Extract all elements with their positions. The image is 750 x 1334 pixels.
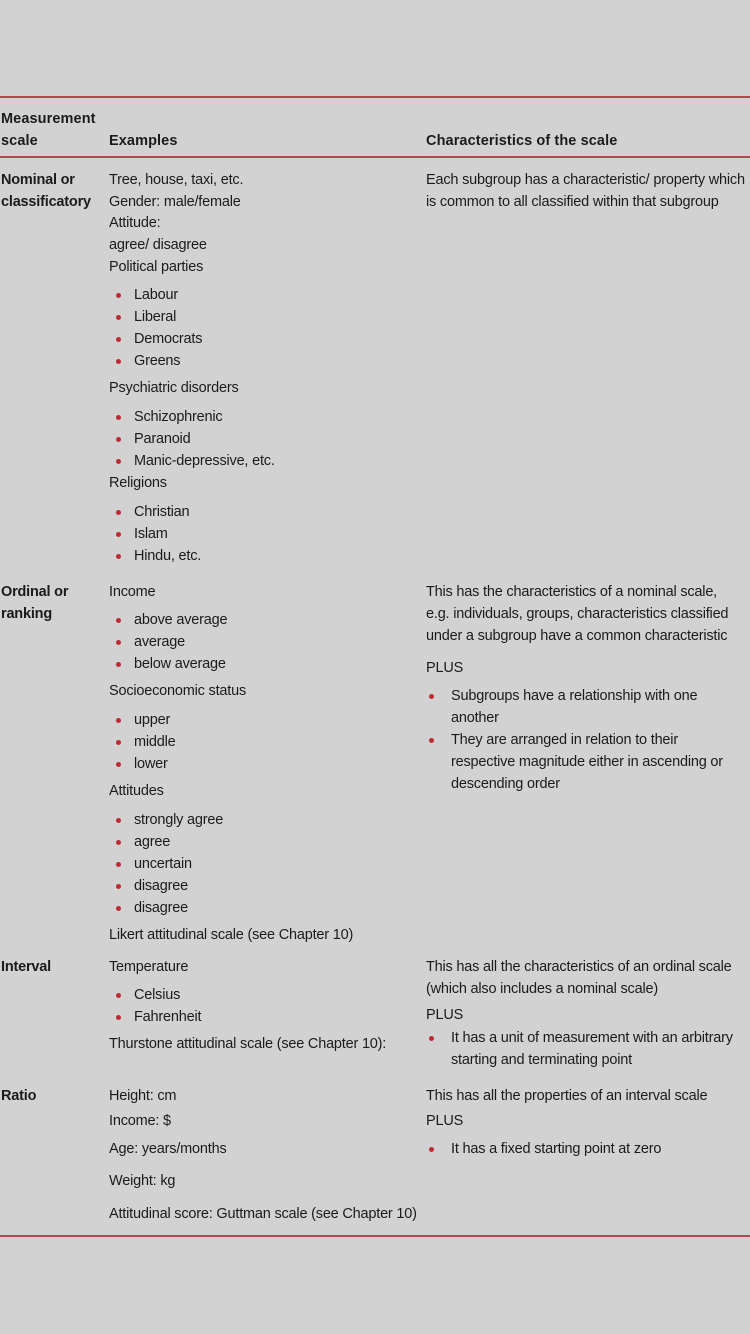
row-label: classificatory <box>1 194 91 210</box>
characteristic-text: PLUS <box>426 1113 464 1129</box>
characteristic-bullet-text: It has a unit of measurement with an arbitrary <box>451 1030 733 1046</box>
characteristic-bullet-text: starting and terminating point <box>451 1052 632 1068</box>
bullet-icon <box>116 618 121 623</box>
characteristic-text: PLUS <box>426 1007 464 1023</box>
bullet-icon <box>429 694 434 699</box>
example-bullet-item: Hindu, etc. <box>134 548 202 564</box>
table-top-rule <box>0 96 750 98</box>
characteristic-text: (which also includes a nominal scale) <box>426 981 658 997</box>
characteristic-bullet-text: another <box>451 710 499 726</box>
example-item: Age: years/months <box>109 1141 227 1157</box>
example-bullet-item: Schizophrenic <box>134 409 223 425</box>
example-item: Temperature <box>109 959 189 975</box>
example-item: Thurstone attitudinal scale (see Chapter 10): <box>109 1036 387 1052</box>
example-item: Tree, house, taxi, etc. <box>109 172 244 188</box>
bullet-icon <box>116 993 121 998</box>
bullet-icon <box>116 459 121 464</box>
example-bullet-item: agree <box>134 834 171 850</box>
header-scale-line1: Measurement <box>1 111 96 127</box>
example-item: Income <box>109 584 156 600</box>
example-item: Attitude: <box>109 215 161 231</box>
bullet-icon <box>116 510 121 515</box>
example-bullet-item: strongly agree <box>134 812 224 828</box>
example-item: Likert attitudinal scale (see Chapter 10) <box>109 927 354 943</box>
bullet-icon <box>116 640 121 645</box>
example-item: Height: cm <box>109 1088 177 1104</box>
characteristic-bullet-text: They are arranged in relation to their <box>451 732 678 748</box>
example-bullet-item: disagree <box>134 900 189 916</box>
characteristic-text: Each subgroup has a characteristic/ property which <box>426 172 745 188</box>
characteristic-bullet-text: descending order <box>451 776 560 792</box>
bullet-icon <box>429 1036 434 1041</box>
example-bullet-item: Greens <box>134 353 181 369</box>
example-item: Gender: male/female <box>109 194 241 210</box>
characteristic-text: This has all the properties of an interval scale <box>426 1088 708 1104</box>
example-item: agree/ disagree <box>109 237 207 253</box>
bullet-icon <box>116 718 121 723</box>
characteristic-text: This has all the characteristics of an ordinal scale <box>426 959 732 975</box>
example-bullet-item: Islam <box>134 526 168 542</box>
bullet-icon <box>116 862 121 867</box>
example-item: Psychiatric disorders <box>109 380 239 396</box>
example-bullet-item: Paranoid <box>134 431 191 447</box>
bullet-icon <box>116 884 121 889</box>
example-item: Socioeconomic status <box>109 683 247 699</box>
characteristic-bullet-text: respective magnitude either in ascending or <box>451 754 723 770</box>
example-item: Weight: kg <box>109 1173 176 1189</box>
characteristic-text: e.g. individuals, groups, characteristics classified <box>426 606 729 622</box>
characteristic-text: is common to all classified within that subgroup <box>426 194 719 210</box>
example-bullet-item: Labour <box>134 287 178 303</box>
header-characteristics: Characteristics of the scale <box>426 133 618 149</box>
bullet-icon <box>116 1015 121 1020</box>
bullet-icon <box>116 906 121 911</box>
example-item: Income: $ <box>109 1113 171 1129</box>
row-label: Ordinal or <box>1 584 69 600</box>
bullet-icon <box>116 840 121 845</box>
example-bullet-item: Liberal <box>134 309 177 325</box>
table-bottom-rule <box>0 1235 750 1237</box>
row-label: Interval <box>1 959 51 975</box>
example-bullet-item: Democrats <box>134 331 203 347</box>
bullet-icon <box>429 738 434 743</box>
example-item: Political parties <box>109 259 204 275</box>
characteristic-bullet-text: Subgroups have a relationship with one <box>451 688 698 704</box>
example-bullet-item: above average <box>134 612 228 628</box>
bullet-icon <box>116 359 121 364</box>
example-bullet-item: average <box>134 634 185 650</box>
bullet-icon <box>116 293 121 298</box>
bullet-icon <box>116 818 121 823</box>
bullet-icon <box>429 1147 434 1152</box>
bullet-icon <box>116 337 121 342</box>
row-label: Nominal or <box>1 172 75 188</box>
bullet-icon <box>116 740 121 745</box>
bullet-icon <box>116 415 121 420</box>
example-bullet-item: Christian <box>134 504 190 520</box>
bullet-icon <box>116 662 121 667</box>
example-bullet-item: upper <box>134 712 171 728</box>
example-bullet-item: uncertain <box>134 856 192 872</box>
example-item: Religions <box>109 475 167 491</box>
bullet-icon <box>116 762 121 767</box>
example-bullet-item: middle <box>134 734 176 750</box>
characteristic-text: PLUS <box>426 660 464 676</box>
example-item: Attitudinal score: Guttman scale (see Chapter 10) <box>109 1206 417 1222</box>
bullet-icon <box>116 532 121 537</box>
characteristic-bullet-text: It has a fixed starting point at zero <box>451 1141 662 1157</box>
example-bullet-item: disagree <box>134 878 189 894</box>
example-bullet-item: below average <box>134 656 226 672</box>
bullet-icon <box>116 554 121 559</box>
example-bullet-item: Manic-depressive, etc. <box>134 453 275 469</box>
header-scale-line2: scale <box>1 133 38 149</box>
example-bullet-item: Celsius <box>134 987 181 1003</box>
header-examples: Examples <box>109 133 178 149</box>
example-item: Attitudes <box>109 783 164 799</box>
bullet-icon <box>116 315 121 320</box>
table-header-rule <box>0 156 750 158</box>
example-bullet-item: lower <box>134 756 168 772</box>
bullet-icon <box>116 437 121 442</box>
row-label: Ratio <box>1 1088 37 1104</box>
example-bullet-item: Fahrenheit <box>134 1009 202 1025</box>
row-label: ranking <box>1 606 52 622</box>
characteristic-text: under a subgroup have a common characteristic <box>426 628 728 644</box>
characteristic-text: This has the characteristics of a nominal scale, <box>426 584 718 600</box>
